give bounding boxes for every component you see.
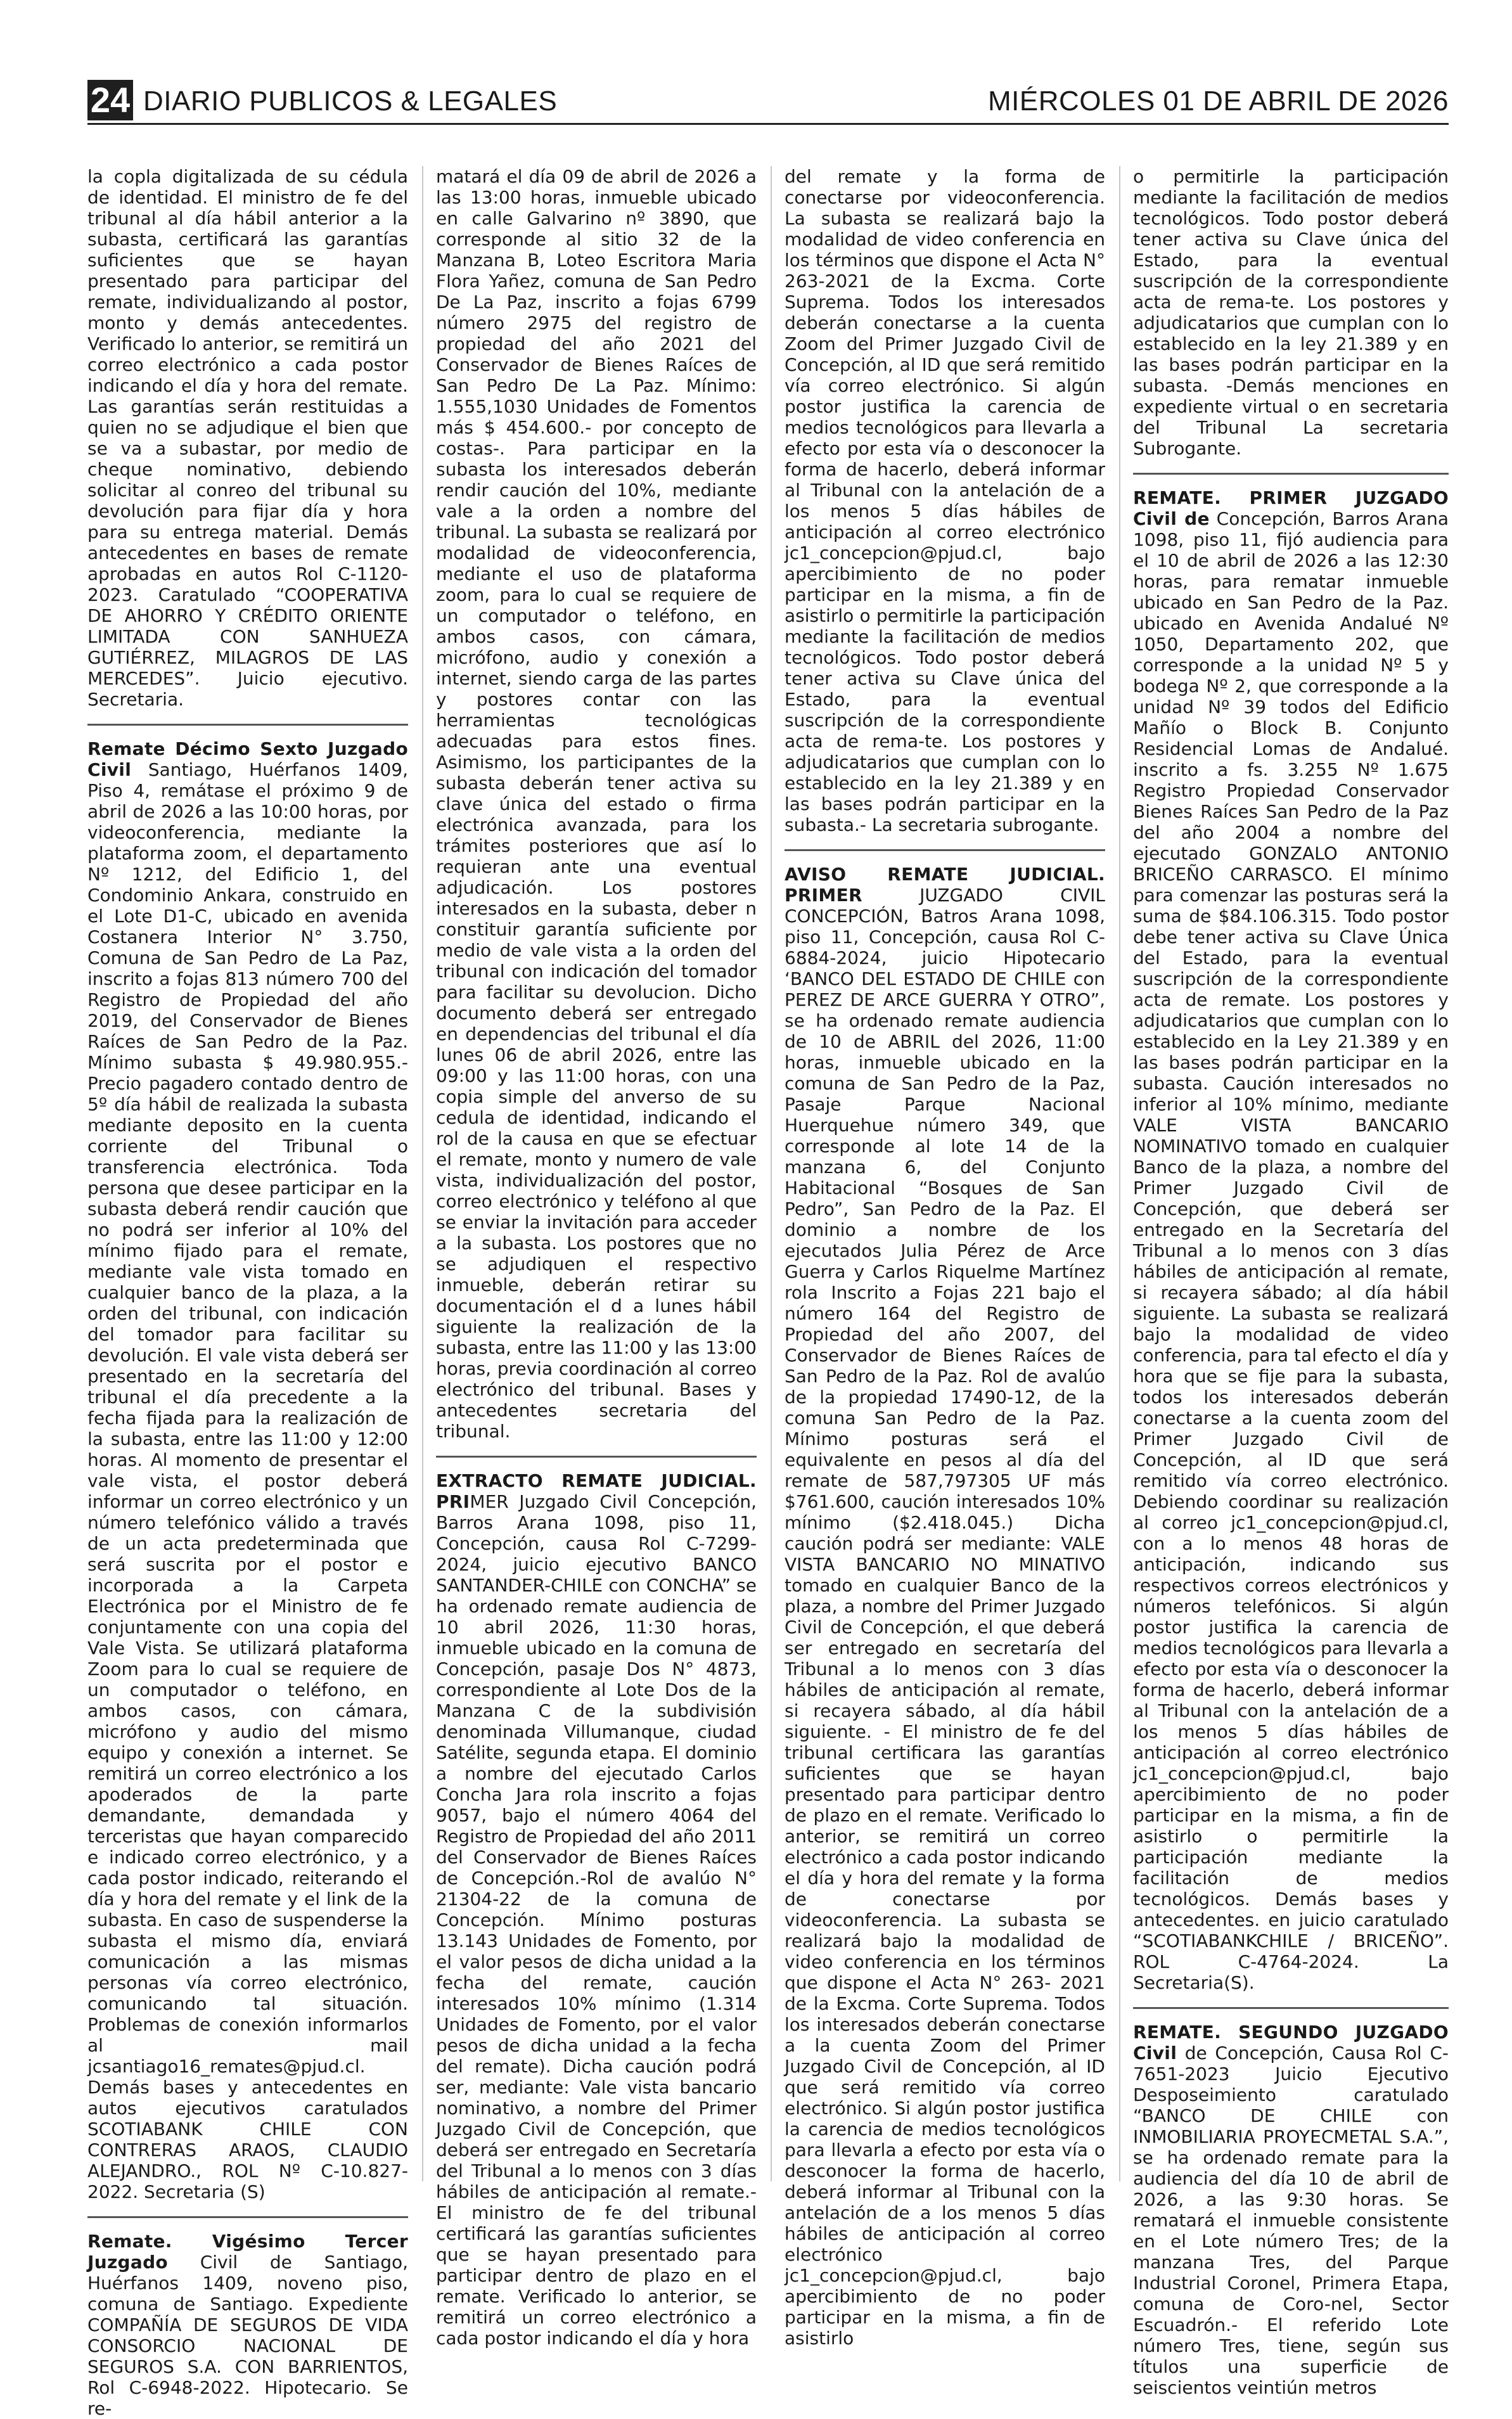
page-number: 24 [87,80,133,120]
column-divider [1119,166,1120,2181]
notice [436,1470,757,2349]
notice-heading: REMATE. PRIMER JUZGADO Civil de [1133,487,1449,529]
column-4 [1133,166,1449,2398]
notice [785,864,1105,2349]
notice-body: MER Juzgado Civil Concepción, Barros Arana 1098, piso 11, Concepción, causa Rol C-7299-2024, juicio ejecutivo BANCO SANTANDER-CHILE con CONCHA” se ha ordenado remate audiencia de 10 abril 2026, 11:30 horas, inmueble ubicado en la comuna de Concepción, pasaje Dos N° 4873, correspondiente al Lote Dos de la Manzana C de la subdivisión denominada Villumanque, ciudad Satélite, segunda etapa. El dominio a nombre del ejecutado Carlos Concha Jara rola inscrito a fojas 9057, bajo el número 4064 del Registro de Propiedad del año 2011 del Conservador de Bienes Raíces de Concepción.-Rol de avalúo N° 21304-22 de la comuna de Concepción. Mínimo posturas 13.143 Unidades de Fomento, por el valor pesos de dicha unidad a la fecha del remate, caución interesados 10% mínimo (1.314 Unidades de Fomento, por el valor pesos de dicha unidad a la fecha del remate). Dicha caución podrá ser, mediante: Vale vista bancario nominativo, a nombre del Primer Juzgado Civil de Concepción, que deberá ser entregado en Secretaría del Tribunal a lo menos con 3 días hábiles de anticipación al remate.- El ministro de fe del tribunal certificará las garantías suficientes que se hayan presentado para participar dentro de plazo en el remate. Verificado lo anterior, se remitirá un correo electrónico a cada postor indicando el día y hora [436,1491,757,2349]
notice-body: Concepción, Barros Arana 1098, piso 11, fijó audiencia para el 10 de abril de 2026 a las 12:30 horas, para rematar inmueble ubicado en San Pedro de la Paz. ubicado en Avenida Andalué Nº 1050, Departamento 202, que corresponde a la unidad Nº 5 y bodega Nº 2, que corresponde a la unidad Nº 39 todos del Edificio Mañío o Block B. Conjunto Residencial Lomas de Andalué. inscrito a fs. 3.255 Nº 1.675 Registro Propiedad Conservador Bienes Raíces San Pedro de la Paz del año 2004 a nombre del ejecutado GONZALO ANTONIO BRICEÑO CARRASCO. El mínimo para comenzar las posturas será la suma de $84.106.315. Todo postor debe tener activa su Clave Única del Estado, para la eventual suscripción de la correspondiente acta de remate. Los postores y adjudicatarios que cumplan con lo establecido en la Ley 21.389 y en las bases podrán participar en la subasta. Caución interesados no inferior al 10% mínimo, mediante VALE VISTA BANCARIO NOMINATIVO tomado en cualquier Banco de la plaza, a nombre del Primer Juzgado Civil de Concepción, que deberá ser entregado en la Secretaría del Tribunal a lo menos con 3 días hábiles de anticipación al remate, si recayera sábado; al día hábil siguiente. La subasta se realizará bajo la modalidad de video conferencia, para tal efecto el día y hora que se fije para la subasta, todos los interesados deberán conectarse a la cuenta zoom del Primer Juzgado Civil de Concepción, al ID que será remitido vía correo electrónico. Debiendo coordinar su realización al correo jc1_concepcion@pjud.cl, con a lo menos 48 horas de anticipación, indicando sus respectivos correos electrónicos y números telefónicos. Si algún postor justifica la carencia de medios tecnológicos para llevarla a efecto por esta vía o desconocer la forma de hacerlo, deberá informar al Tribunal con la antelación de a los menos 5 días hábiles de anticipación al correo electrónico jc1_concepcion@pjud.cl, bajo apercibimiento de no poder participar en la misma, a fin de asistirlo o permitirle la participación mediante la facilitación de medios tecnológicos. Demás bases y antecedentes. en juicio caratulado “SCOTIABANKCHILE / BRICEÑO”. ROL C-4764-2024. La Secretaria(S). [1133,508,1449,1993]
notice [87,2231,408,2419]
notice-body: Santiago, Huérfanos 1409, Piso 4, remátase el próximo 9 de abril de 2026 a las 10:00 horas, por videoconferencia, mediante la plataforma zoom, el departamento Nº 1212, del Edificio 1, del Condominio Ankara, construido en el Lote D1-C, ubicado en avenida Costanera Interior N° 3.750, Comuna de San Pedro de La Paz, inscrito a fojas 813 número 700 del Registro de Propiedad del año 2019, del Conservador de Bienes Raíces de San Pedro de la Paz. Mínimo subasta $ 49.980.955.- Precio pagadero contado dentro de 5º día hábil de realizada la subasta mediante deposito en la cuenta corriente del Tribunal o transferencia electrónica. Toda persona que desee participar en la subasta deberá rendir caución que no podrá ser inferior al 10% del mínimo fijado para el remate, mediante vale vista tomado en cualquier banco de la plaza, a la orden del tribunal, con indicación del tomador para facilitar su devolución. El vale vista deberá ser presentado en la secretaría del tribunal el día precedente a la fecha fijada para la realización de la subasta, entre las 11:00 y 12:00 horas. Al momento de presentar el vale vista, el postor deberá informar un correo electrónico y un número telefónico válido a través de un acta predeterminada que será suscrita por el postor e incorporada a la Carpeta Electrónica por el Ministro de fe conjuntamente con una copia del Vale Vista. Se utilizará plataforma Zoom para lo cual se requiere de un computador o teléfono, en ambos casos, con cámara, micrófono y audio del mismo equipo y conexión a internet. Se remitirá un correo electrónico a los apoderados de la parte demandante, demandada y terceristas que hayan comparecido e indicado correo electrónico, y a cada postor indicado, reiterando el día y hora del remate y el link de la subasta. En caso de suspenderse la subasta el mismo día, enviará comunicación a las mismas personas vía correo electrónico, comunicando tal situación. Problemas de conexión informarlos al mail jcsantiago16_remates@pjud.cl. Demás bases y antecedentes en autos ejecutivos caratulados SCOTIABANK CHILE CON CONTRERAS ARAOS, CLAUDIO ALEJANDRO., ROL Nº C-10.827-2022. Secretaria (S) [87,759,408,2202]
notice [87,738,408,2202]
header-rule [87,123,1449,125]
notice-heading: EXTRACTO REMATE JUDICIAL. PRI [436,1470,757,1512]
notice-separator [785,849,1105,851]
notice-separator [436,1456,757,1458]
notice-separator [1133,2007,1449,2009]
column-3 [785,166,1105,2349]
notice-separator [87,724,408,726]
column-1 [87,166,408,2419]
notice-heading: Remate Décimo Sexto Juzgado Civil [87,738,408,780]
notice-continuation: o permitirle la participación mediante la facilitación de medios tecnológicos. Todo postor deberá tener activa su Clave única del Estado, para la eventual suscripción de la correspondiente acta de rema-te. Los postores y adjudicatarios que cumplan con lo establecido en la ley 21.389 y en las bases podrán participar en la subasta. -Demás menciones en expediente virtual o en secretaria del Tribunal La secretaria Subrogante. [1133,166,1449,459]
notice-body: Civil de Santiago, Huérfanos 1409, noveno piso, comuna de Santiago. Expediente COMPAÑÍA DE SEGUROS DE VIDA CONSORCIO NACIONAL DE SEGUROS S.A. CON BARRIENTOS, Rol C-6948-2022. Hipotecario. Se re- [87,2252,408,2419]
notice-body: de Concepción, Causa Rol C-7651-2023 Juicio Ejecutivo Desposeimiento caratulado “BANCO DE CHILE con INMOBILIARIA PROYECMETAL S.A.”, se ha ordenado remate para la audiencia del día 10 de abril de 2026, a las 9:30 horas. Se rematará el inmueble consistente en el Lote número Tres; de la manzana Tres, del Parque Industrial Coronel, Primera Etapa, comuna de Coro-nel, Sector Escuadrón.- El referido Lote número Tres, tiene, según sus títulos una superficie de seiscientos veintiún metros [1133,2043,1449,2398]
notice-continuation: del remate y la forma de conectarse por videoconferencia. La subasta se realizará bajo la modalidad de video conferencia en los términos que dispone el Acta N° 263-2021 de la Excma. Corte Suprema. Todos los interesados deberán conectarse a la cuenta Zoom del Primer Juzgado Civil de Concepción, al ID que será remitido vía correo electrónico. Si algún postor justifica la carencia de medios tecnológicos para llevarla a efecto por esta vía o desconocer la forma de hacerlo, deberá informar al Tribunal con la antelación de a los menos 5 días hábiles de anticipación al correo electrónico jc1_concepcion@pjud.cl, bajo apercibimiento de no poder participar en la misma, a fin de asistirlo o permitirle la participación mediante la facilitación de medios tecnológicos. Todo postor deberá tener activa su Clave única del Estado, para la eventual suscripción de la correspondiente acta de rema-te. Los postores y adjudicatarios que cumplan con lo establecido en la ley 21.389 y en las bases podrán participar en la subasta.- La secretaria subrogante. [785,166,1105,835]
column-2 [436,166,757,2349]
notice [1133,487,1449,1993]
notice-heading: REMATE. SEGUNDO JUZGADO Civil [1133,2022,1449,2063]
column-divider [422,166,423,2181]
notice-separator [87,2216,408,2218]
notice-separator [1133,473,1449,475]
issue-date: MIÉRCOLES 01 DE ABRIL DE 2026 [988,86,1449,117]
notice-body: JUZGADO CIVIL CONCEPCIÓN, Batros Arana 1098, piso 11, Concepción, causa Rol C- 6884-2024, juicio Hipotecario ‘BANCO DEL ESTADO DE CHILE con PEREZ DE ARCE GUERRA Y OTRO”, se ha ordenado remate audiencia de 10 de ABRIL del 2026, 11:00 horas, inmueble ubicado en la comuna de San Pedro de la Paz, Pasaje Parque Nacional Huerquehue número 349, que corresponde al lote 14 de la manzana 6, del Conjunto Habitacional “Bosques de San Pedro”, San Pedro de la Paz. El dominio a nombre de los ejecutados Julia Pérez de Arce Guerra y Carlos Riquelme Martínez rola Inscrito a Fojas 221 bajo el número 164 del Registro de Propiedad del año 2007, del Conservador de Bienes Raíces de San Pedro de la Paz. Rol de avalúo de la propiedad 17490-12, de la comuna San Pedro de la Paz. Mínimo posturas será el equivalente en pesos al día del remate de 587,797305 UF más $761.600, caución interesados 10% mínimo ($2.418.045.) Dicha caución podrá ser mediante: VALE VISTA BANCARIO NO MINATIVO tomado en cualquier Banco de la plaza, a nombre del Primer Juzgado Civil de Concepción, el que deberá ser entregado en secretaría del Tribunal a lo menos con 3 días hábiles de anticipación al remate, si recayera sábado, al día hábil siguiente. - El ministro de fe del tribunal certificara las garantías suficientes que se hayan presentado para participar dentro de plazo en el remate. Verificado lo anterior, se remitirá un correo electrónico a cada postor indicando el día y hora del remate y la forma de conectarse por videoconferencia. La subasta se realizará bajo la modalidad de video conferencia en los términos que dispone el Acta N° 263- 2021 de la Excma. Corte Suprema. Todos los interesados deberán conectarse a la cuenta Zoom del Primer Juzgado Civil de Concepción, al ID que será remitido vía correo electrónico. Si algún postor justifica la carencia de medios tecnológicos para llevarla a efecto por esta vía o desconocer la forma de hacerlo, deberá informar al Tribunal con la antelación de a los menos 5 días hábiles de anticipación al correo electrónico jc1_concepcion@pjud.cl, bajo apercibimiento de no poder participar en la misma, a fin de asistirlo [785,885,1105,2349]
notice-heading: AVISO REMATE JUDICIAL. PRIMER [785,864,1105,906]
notice-continuation: la copla digitalizada de su cédula de identidad. El ministro de fe del tribunal al día hábil anterior a la subasta, certificará las garantías suficientes que se hayan presentado para participar del remate, individualizando al postor, monto y demás antecedentes. Verificado lo anterior, se remitirá un correo electrónico a cada postor indicando el día y hora del remate. Las garantías serán restituidas a quien no se adjudique el bien que se va a subastar, por medio de cheque nominativo, debiendo solicitar al conreo del tribunal su devolución para fijar día y hora para su entrega material. Demás antecedentes en bases de remate aprobadas en autos Rol C-1120-2023. Caratulado “COOPERATIVA DE AHORRO Y CRÉDITO ORIENTE LIMITADA CON SANHUEZA GUTIÉRREZ, MILAGROS DE LAS MERCEDES”. Juicio ejecutivo. Secretaria. [87,166,408,710]
notice [1133,2022,1449,2398]
notice-continuation: matará el día 09 de abril de 2026 a las 13:00 horas, inmueble ubicado en calle Galvarino nº 3890, que corresponde al sitio 32 de la Manzana B, Loteo Escritora Maria Flora Yañez, comuna de San Pedro De La Paz, inscrito a fojas 6799 número 2975 del registro de propiedad del año 2021 del Conservador de Bienes Raíces de San Pedro De La Paz. Mínimo: 1.555,1030 Unidades de Fomentos más $ 454.600.- por concepto de costas-. Para participar en la subasta los interesados deberán rendir caución del 10%, mediante vale a la orden a nombre del tribunal. La subasta se realizará por modalidad de videoconferencia, mediante el uso de plataforma zoom, para lo cual se requiere de un computador o teléfono, en ambos casos, con cámara, micrófono, audio y conexión a internet, siendo carga de las partes y postores contar con las herramientas tecnológicas adecuadas para estos fines. Asimismo, los participantes de la subasta deberán tener activa su clave única del estado o firma electrónica avanzada, para los trámites posteriores que así lo requieran ante una eventual adjudicación. Los postores interesados en la subasta, deber n constituir garantía suficiente por medio de vale vista a la orden del tribunal con indicación del tomador para facilitar su devolucion. Dicho documento deberá ser entregado en dependencias del tribunal el día lunes 06 de abril 2026, entre las 09:00 y las 11:00 horas, con una copia simple del anverso de su cedula de identidad, indicando el rol de la causa en que se efectuar el remate, monto y numero de vale vista, individualización del postor, correo electrónico y teléfono al que se enviar la invitación para acceder a la subasta. Los postores que no se adjudiquen el respectivo inmueble, deberán retirar su documentación el d a lunes hábil siguiente la realización de la subasta, entre las 11:00 y las 13:00 horas, previa coordinación al correo electrónico del tribunal. Bases y antecedentes secretaria del tribunal. [436,166,757,1442]
page-header [87,80,1449,120]
section-title: DIARIO PUBLICOS & LEGALES [143,86,558,117]
column-divider [771,166,772,2181]
notice-heading: Remate. Vigésimo Tercer Juzgado [87,2231,408,2273]
